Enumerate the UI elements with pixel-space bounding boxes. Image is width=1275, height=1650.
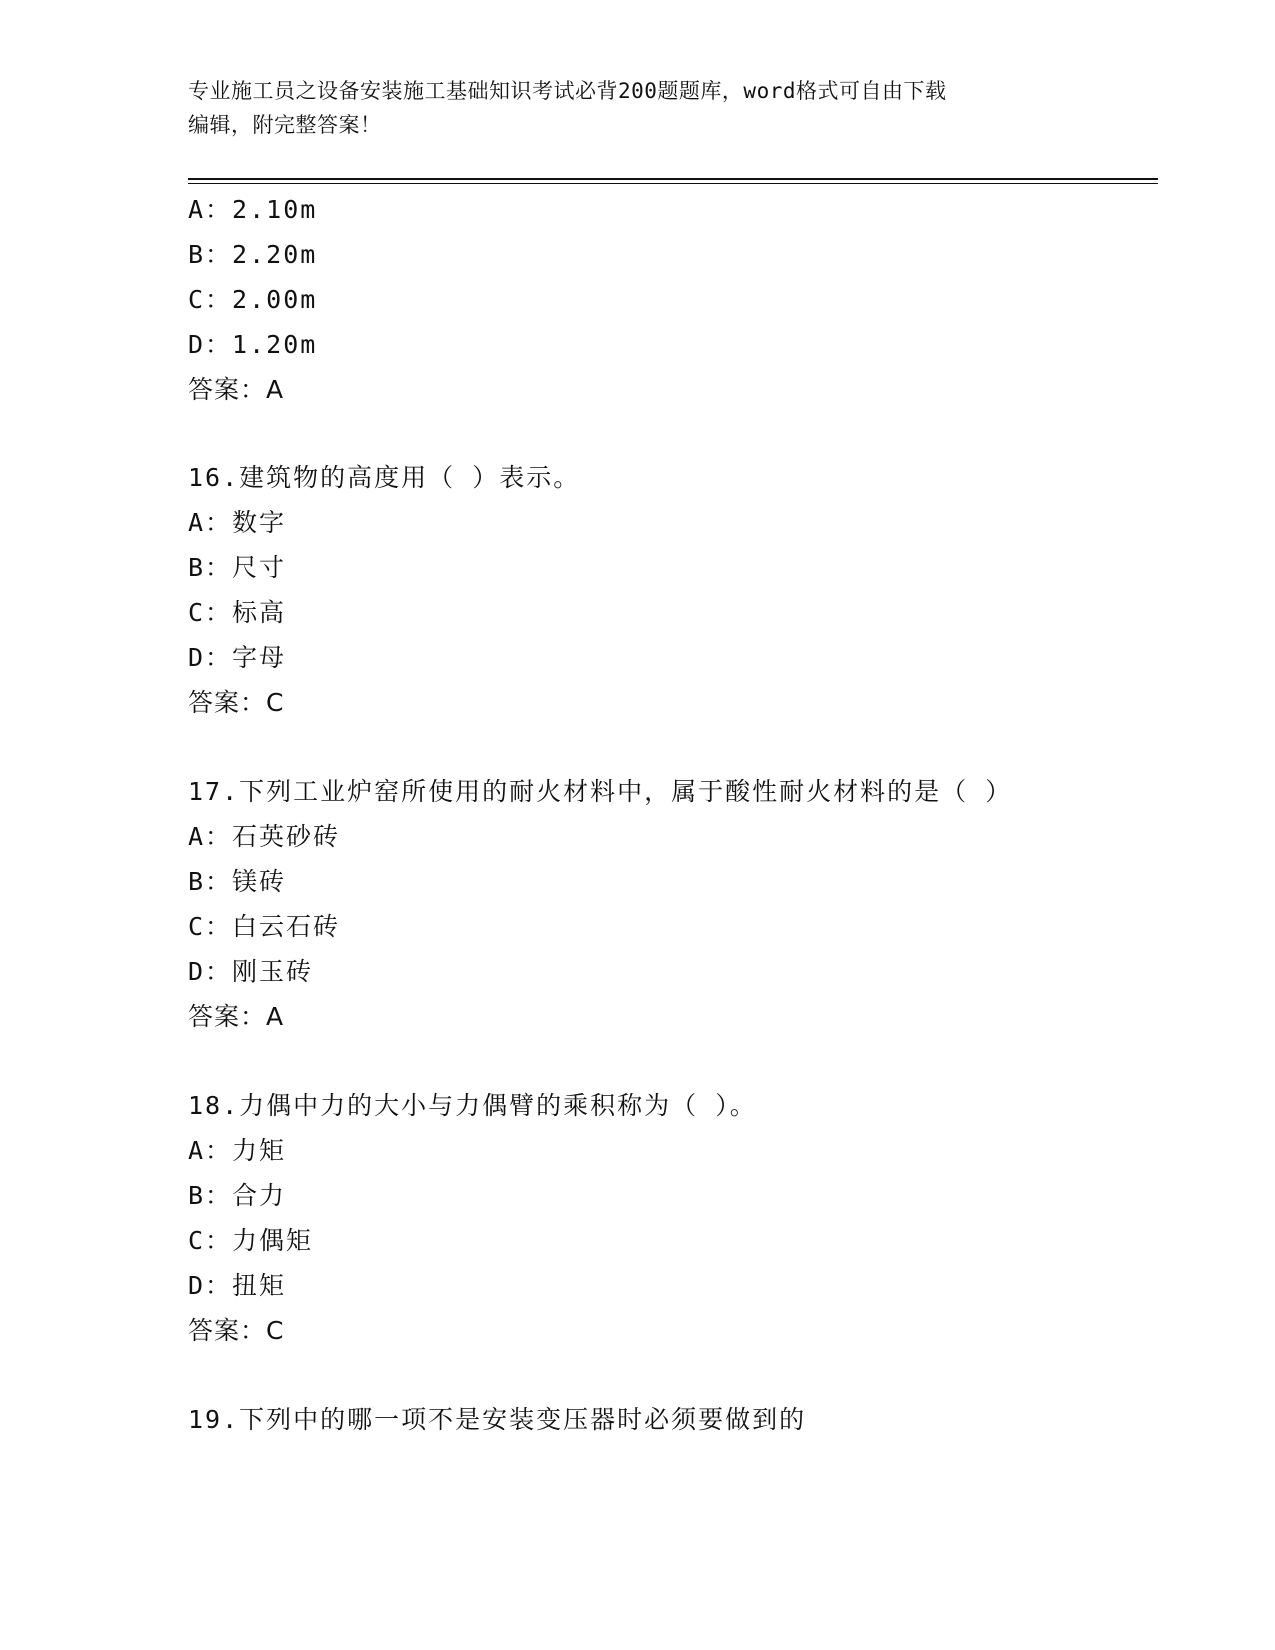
header-divider-thick [188, 178, 1158, 180]
option-d: D：字母 [188, 643, 287, 672]
option-a: A：数字 [188, 508, 287, 537]
answer-line: 答案：A [188, 1002, 285, 1031]
document-header [188, 74, 1088, 142]
header-line-1: 专业施工员之设备安装施工基础知识考试必背200题题库，word格式可自由下载 [188, 79, 947, 103]
option-a: A：2.10m [188, 195, 318, 224]
question-stem: 17.下列工业炉窑所使用的耐火材料中，属于酸性耐火材料的是（ ） [188, 777, 1013, 806]
option-a: A：石英砂砖 [188, 822, 341, 851]
option-c: C：力偶矩 [188, 1226, 314, 1255]
question-stem: 18.力偶中力的大小与力偶臂的乘积称为（ ）。 [188, 1091, 757, 1120]
option-b: B：合力 [188, 1181, 287, 1210]
answer-line: 答案：C [188, 688, 285, 717]
header-divider-thin [188, 183, 1158, 184]
option-d: D：1.20m [188, 330, 318, 359]
question-stem: 16.建筑物的高度用（ ）表示。 [188, 463, 581, 492]
option-b: B：尺寸 [188, 553, 287, 582]
option-d: D：扭矩 [188, 1271, 287, 1300]
header-line-2: 编辑，附完整答案！ [188, 113, 382, 137]
option-c: C：2.00m [188, 285, 318, 314]
option-a: A：力矩 [188, 1136, 287, 1165]
answer-line: 答案：A [188, 375, 285, 404]
option-c: C：白云石砖 [188, 912, 341, 941]
option-b: B：2.20m [188, 240, 318, 269]
answer-line: 答案：C [188, 1316, 285, 1345]
option-c: C：标高 [188, 598, 287, 627]
option-b: B：镁砖 [188, 867, 287, 896]
question-stem: 19.下列中的哪一项不是安装变压器时必须要做到的 [188, 1405, 807, 1434]
option-d: D：刚玉砖 [188, 957, 314, 986]
